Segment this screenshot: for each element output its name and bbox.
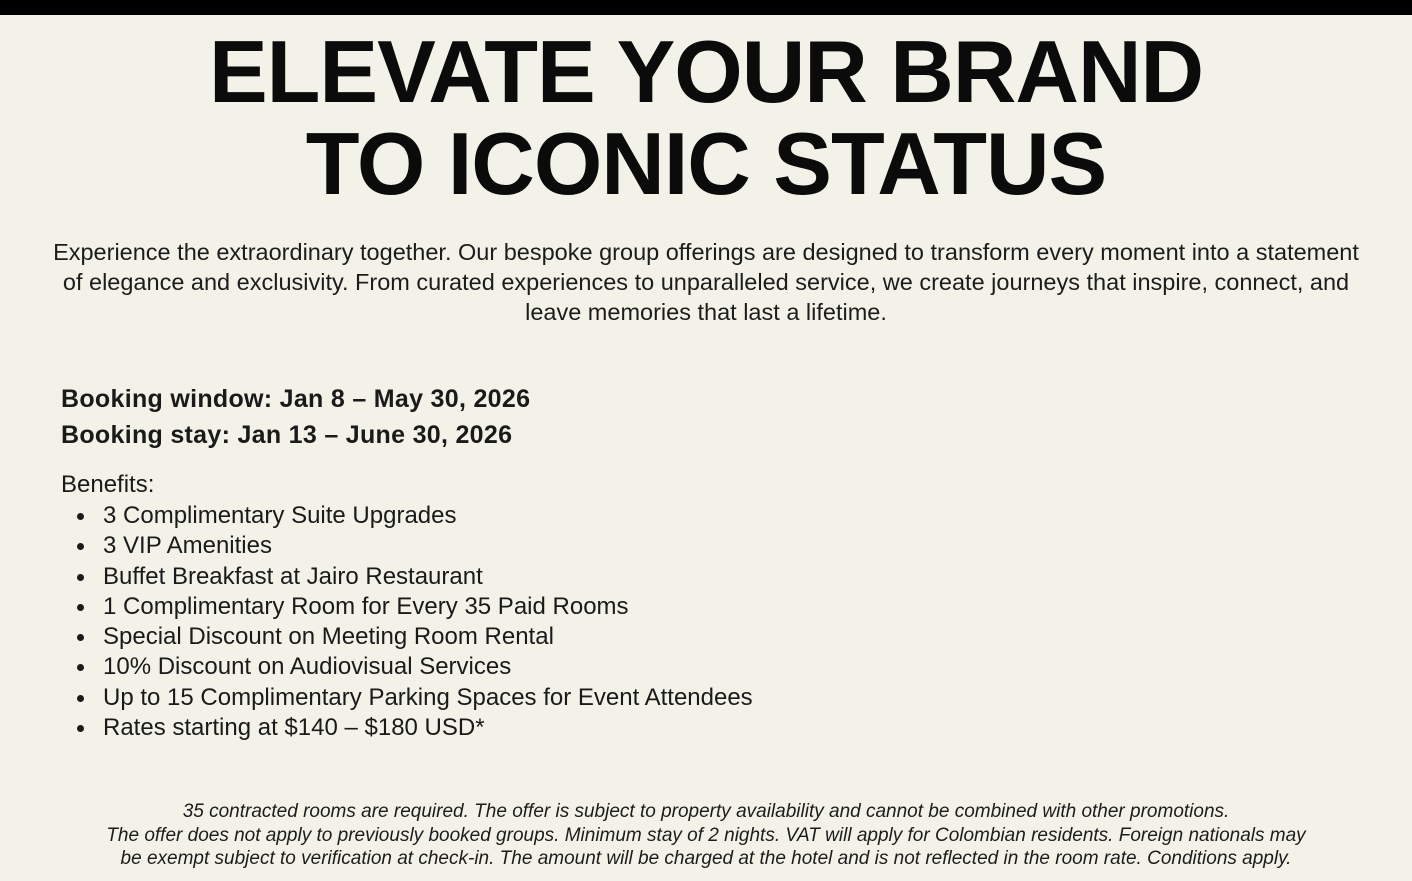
disclaimer-line-2: The offer does not apply to previously booked groups. Minimum stay of 2 nights. VAT will apply for Colombian residents. Foreign nationals may — [106, 824, 1306, 846]
bullet-icon — [77, 604, 84, 611]
benefit-item — [61, 592, 1061, 622]
bullet-icon — [77, 695, 84, 702]
benefit-item — [61, 501, 1061, 531]
benefit-item — [61, 683, 1061, 713]
benefit-item — [61, 713, 1061, 743]
booking-stay: Booking stay: Jan 13 – June 30, 2026 — [61, 421, 513, 449]
benefits-list — [61, 501, 1061, 743]
benefit-text: 3 VIP Amenities — [103, 532, 272, 560]
bullet-icon — [77, 634, 84, 641]
disclaimer-line-3: be exempt subject to verification at check-in. The amount will be charged at the hotel and is not reflected in the room rate. Conditions apply. — [120, 848, 1292, 869]
benefits-section — [61, 469, 1061, 743]
benefit-text: Special Discount on Meeting Room Rental — [103, 623, 554, 651]
benefit-item — [61, 531, 1061, 561]
benefit-text: Buffet Breakfast at Jairo Restaurant — [103, 562, 483, 590]
top-bar — [0, 0, 1412, 15]
bullet-icon — [77, 543, 84, 550]
booking-dates — [61, 381, 961, 453]
benefits-title: Benefits: — [61, 471, 155, 498]
bullet-icon — [77, 574, 84, 581]
benefit-text: Rates starting at $140 – $180 USD* — [103, 714, 485, 742]
benefit-item — [61, 622, 1061, 652]
headline-line-1: ELEVATE YOUR BRAND — [208, 22, 1204, 121]
booking-window: Booking window: Jan 8 – May 30, 2026 — [61, 385, 531, 413]
benefit-item — [61, 562, 1061, 592]
benefit-text: 3 Complimentary Suite Upgrades — [103, 502, 457, 529]
bullet-icon — [77, 513, 84, 520]
disclaimer — [50, 800, 1362, 871]
intro-paragraph: Experience the extraordinary together. Our bespoke group offerings are designed to transform every moment into a statement of elegance and exclusivity. From curated experiences to unparalleled service, we create journeys that inspire, connect, and leave memories that last a lifetime. — [53, 239, 1359, 325]
bullet-icon — [77, 725, 84, 732]
benefit-item — [61, 652, 1061, 682]
benefit-text: 10% Discount on Audiovisual Services — [103, 653, 512, 681]
headline-line-2: TO ICONIC STATUS — [305, 114, 1107, 213]
disclaimer-line-1: 35 contracted rooms are required. The offer is subject to property availability and cannot be combined with other promotions. — [182, 801, 1230, 822]
benefit-text: Up to 15 Complimentary Parking Spaces for Event Attendees — [103, 683, 753, 711]
bullet-icon — [77, 664, 84, 671]
benefit-text: 1 Complimentary Room for Every 35 Paid Rooms — [103, 592, 629, 620]
headline — [0, 22, 1412, 213]
